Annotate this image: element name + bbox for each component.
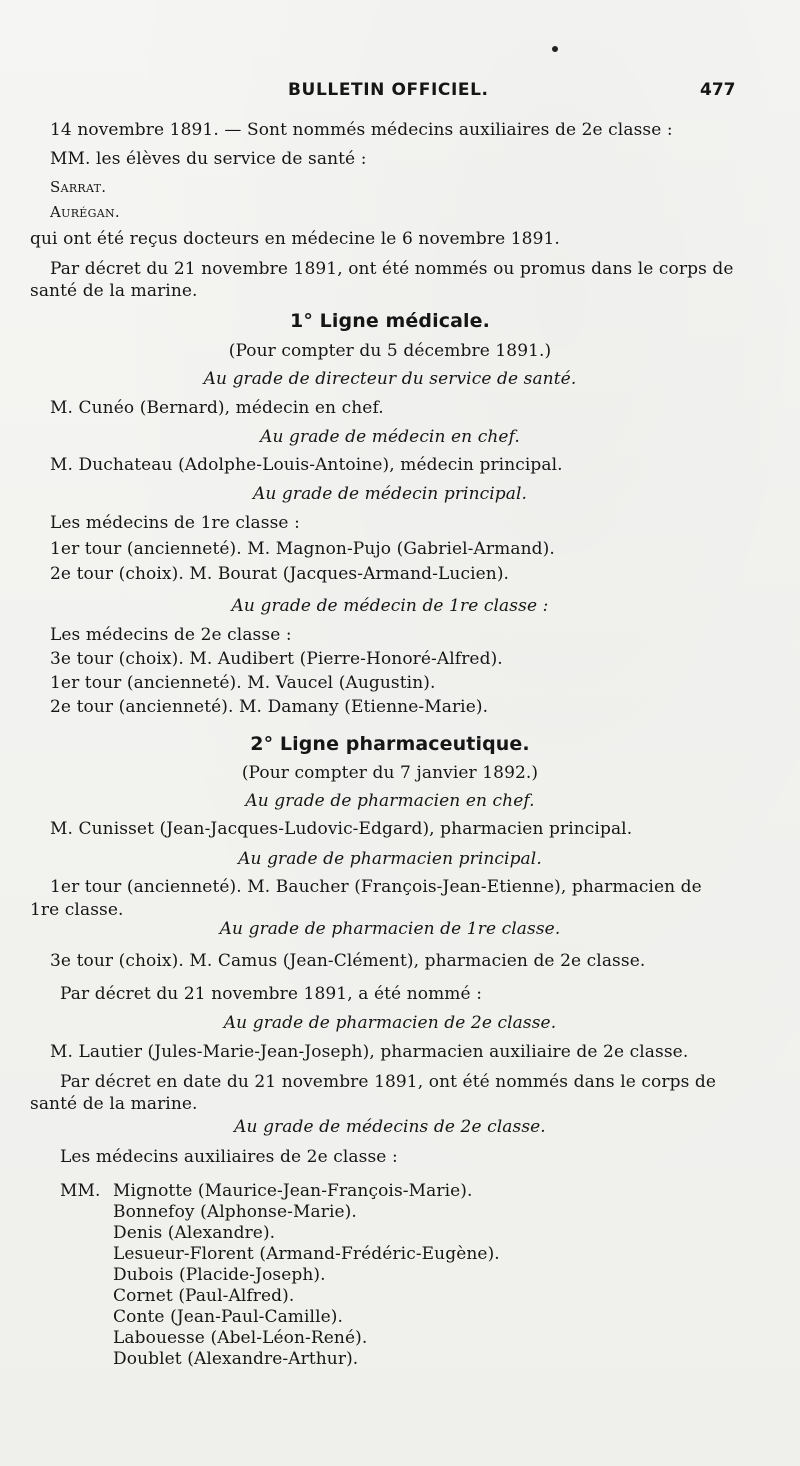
text-line: 2e tour (choix). M. Bourat (Jacques-Armand-Lucien). xyxy=(50,564,510,584)
text-line: santé de la marine. xyxy=(30,1094,198,1114)
text-line: Les médecins de 2e classe : xyxy=(50,625,292,645)
grade-heading: Au grade de directeur du service de santé. xyxy=(203,369,577,389)
grade-heading: Au grade de médecin en chef. xyxy=(260,427,520,447)
page-number: 477 xyxy=(700,80,736,100)
section-heading: 1° Ligne médicale. xyxy=(290,310,490,332)
name-line: Aurégan. xyxy=(50,203,120,221)
text-line: 3e tour (choix). M. Audibert (Pierre-Honoré-Alfred). xyxy=(50,649,503,669)
text-line: santé de la marine. xyxy=(30,281,198,301)
text-line: MM. les élèves du service de santé : xyxy=(50,149,367,169)
text-line: Les médecins auxiliaires de 2e classe : xyxy=(60,1147,398,1167)
grade-heading: Au grade de médecins de 2e classe. xyxy=(234,1117,546,1137)
grade-heading: Au grade de pharmacien principal. xyxy=(238,849,542,869)
list-item: Mignotte (Maurice-Jean-François-Marie). xyxy=(113,1181,473,1201)
text-line: 1er tour (ancienneté). M. Baucher (François-Jean-Etienne), pharmacien de xyxy=(50,877,702,897)
list-item: Lesueur-Florent (Armand-Frédéric-Eugène). xyxy=(113,1244,500,1264)
text-line: 14 novembre 1891. — Sont nommés médecins auxiliaires de 2e classe : xyxy=(50,120,673,140)
running-header-title: BULLETIN OFFICIEL. xyxy=(288,80,489,100)
section-subheading: (Pour compter du 7 janvier 1892.) xyxy=(241,763,539,783)
grade-heading: Au grade de médecin principal. xyxy=(252,484,528,504)
text-line: M. Lautier (Jules-Marie-Jean-Joseph), pharmacien auxiliaire de 2e classe. xyxy=(50,1042,689,1062)
text-line: 3e tour (choix). M. Camus (Jean-Clément), pharmacien de 2e classe. xyxy=(50,951,646,971)
text-line: Par décret du 21 novembre 1891, a été nommé : xyxy=(60,984,483,1004)
text-line: 2e tour (ancienneté). M. Damany (Etienne-Marie). xyxy=(50,697,489,717)
grade-heading: Au grade de pharmacien de 1re classe. xyxy=(219,919,561,939)
text-line: M. Cunisset (Jean-Jacques-Ludovic-Edgard), pharmacien principal. xyxy=(50,819,633,839)
list-item: Dubois (Placide-Joseph). xyxy=(113,1265,326,1285)
list-item: Cornet (Paul-Alfred). xyxy=(113,1286,295,1306)
text-line: Les médecins de 1re classe : xyxy=(50,513,300,533)
section-heading: 2° Ligne pharmaceutique. xyxy=(250,733,530,755)
grade-heading: Au grade de pharmacien en chef. xyxy=(245,791,535,811)
section-subheading: (Pour compter du 5 décembre 1891.) xyxy=(228,341,552,361)
name-line: Sarrat. xyxy=(50,178,107,196)
text-line: M. Cunéo (Bernard), médecin en chef. xyxy=(50,398,384,418)
text-line: Par décret en date du 21 novembre 1891, ont été nommés dans le corps de xyxy=(60,1072,717,1092)
list-item: Denis (Alexandre). xyxy=(113,1223,276,1243)
text-line: 1er tour (ancienneté). M. Vaucel (Augustin). xyxy=(50,673,436,693)
list-item: Bonnefoy (Alphonse-Marie). xyxy=(113,1202,357,1222)
list-item: Doublet (Alexandre-Arthur). xyxy=(113,1349,359,1369)
grade-heading: Au grade de pharmacien de 2e classe. xyxy=(223,1013,557,1033)
list-item: Conte (Jean-Paul-Camille). xyxy=(113,1307,344,1327)
text-line: Par décret du 21 novembre 1891, ont été nommés ou promus dans le corps de xyxy=(50,259,734,279)
grade-heading: Au grade de médecin de 1re classe : xyxy=(231,596,549,616)
text-line: qui ont été reçus docteurs en médecine le 6 novembre 1891. xyxy=(30,229,560,249)
text-line: 1re classe. xyxy=(30,900,124,920)
list-item: Labouesse (Abel-Léon-René). xyxy=(113,1328,368,1348)
text-line: 1er tour (ancienneté). M. Magnon-Pujo (Gabriel-Armand). xyxy=(50,539,555,559)
ink-speck xyxy=(552,46,558,52)
mm-label: MM. xyxy=(60,1181,101,1201)
text-line: M. Duchateau (Adolphe-Louis-Antoine), médecin principal. xyxy=(50,455,563,475)
